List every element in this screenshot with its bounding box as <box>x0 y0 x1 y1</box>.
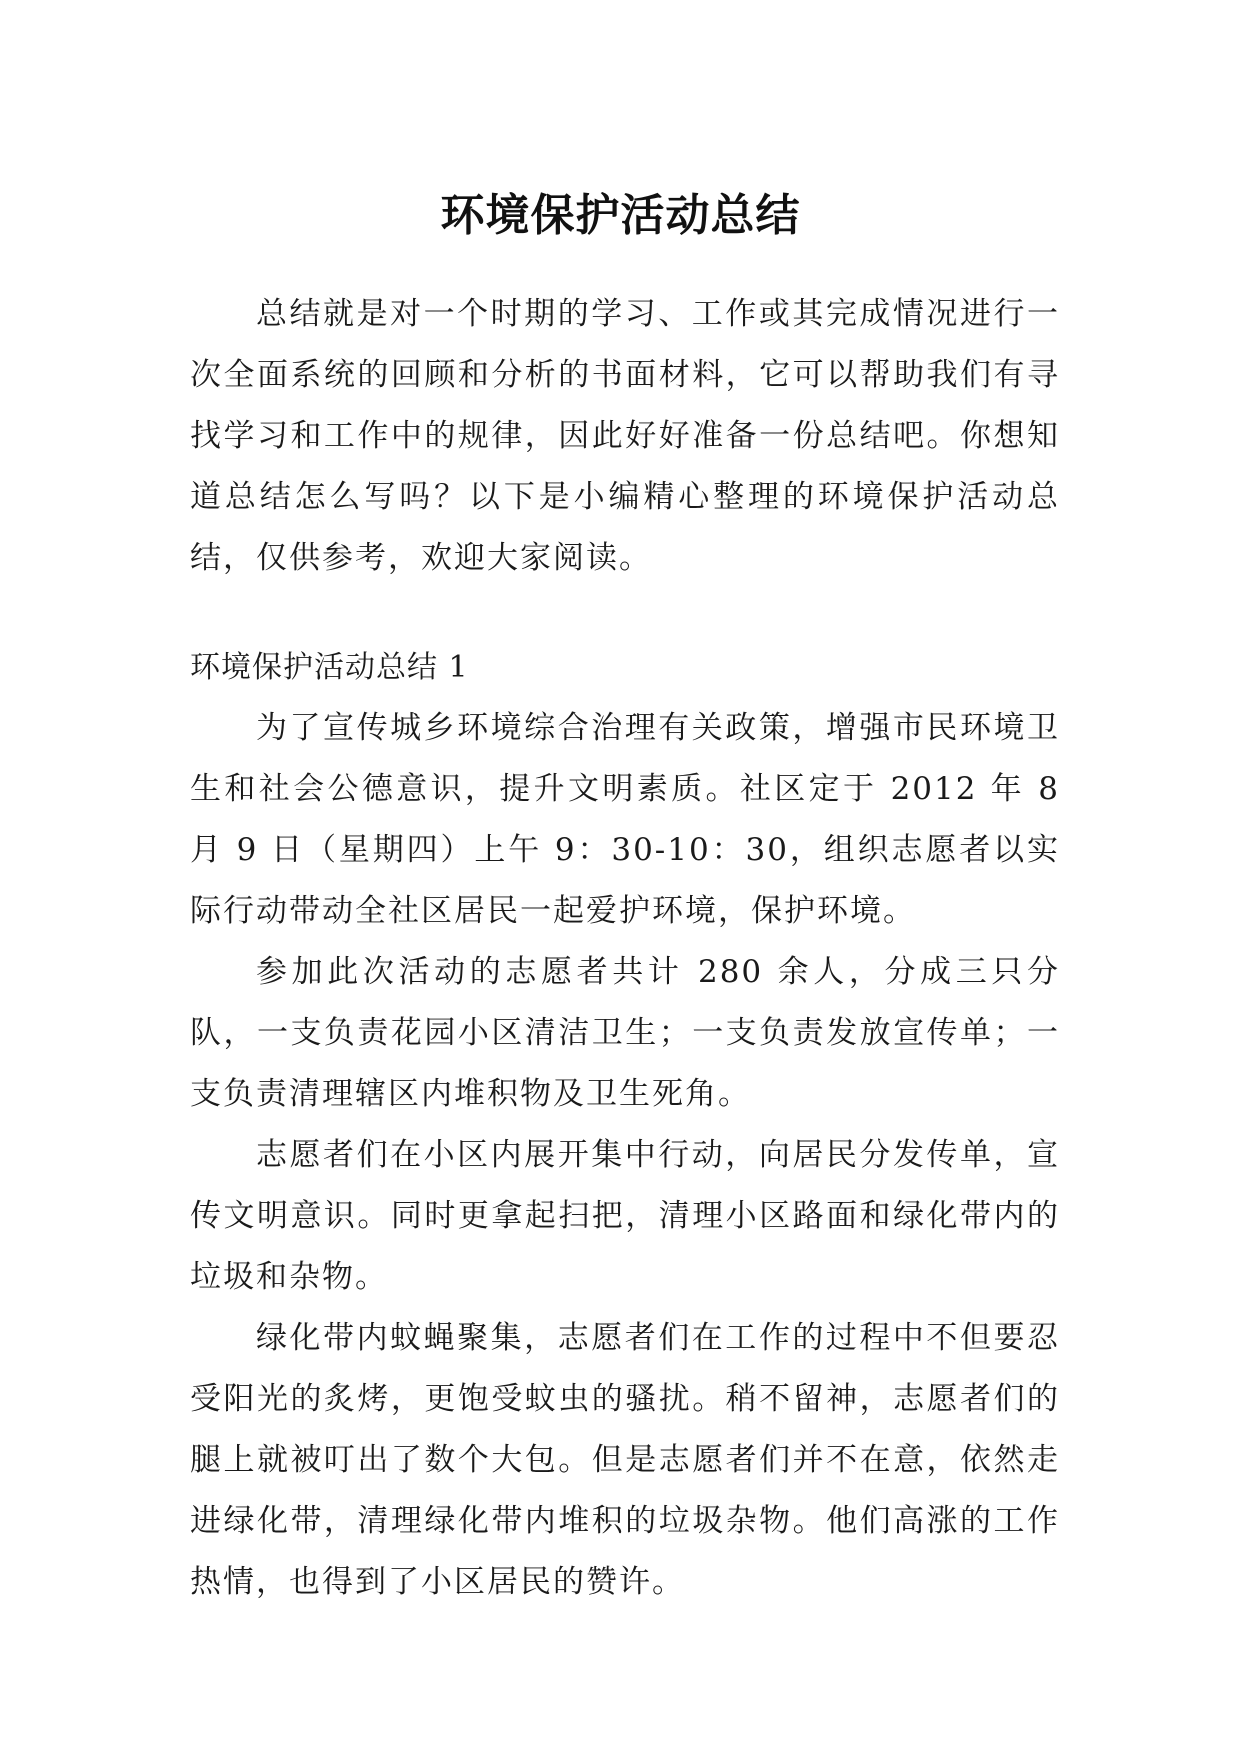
body-paragraph-1: 为了宣传城乡环境综合治理有关政策，增强市民环境卫生和社会公德意识，提升文明素质。社区定于 2012 年 8 月 9 日（星期四）上午 9：30-10：30，组织志愿者以实际行动带动全社区居民一起爱护环境，保护环境。 <box>190 710 1060 929</box>
body-paragraph-2: 参加此次活动的志愿者共计 280 余人，分成三只分队，一支负责花园小区清洁卫生；一支负责发放宣传单；一支负责清理辖区内堆积物及卫生死角。 <box>190 954 1060 1112</box>
intro-paragraph: 总结就是对一个时期的学习、工作或其完成情况进行一次全面系统的回顾和分析的书面材料，它可以帮助我们有寻找学习和工作中的规律，因此好好准备一份总结吧。你想知道总结怎么写吗？以下是小编精心整理的环境保护活动总结，仅供参考，欢迎大家阅读。 <box>190 296 1060 576</box>
document-title: 环境保护活动总结 <box>440 190 801 242</box>
body-paragraph-4: 绿化带内蚊蝇聚集，志愿者们在工作的过程中不但要忍受阳光的炙烤，更饱受蚊虫的骚扰。稍不留神，志愿者们的腿上就被叮出了数个大包。但是志愿者们并不在意，依然走进绿化带，清理绿化带内堆积的垃圾杂物。他们高涨的工作热情，也得到了小区居民的赞许。 <box>190 1320 1060 1600</box>
body-paragraph-3: 志愿者们在小区内展开集中行动，向居民分发传单，宣传文明意识。同时更拿起扫把，清理小区路面和绿化带内的垃圾和杂物。 <box>190 1137 1060 1295</box>
document-body <box>190 284 1060 1613</box>
section-heading: 环境保护活动总结 1 <box>190 650 469 685</box>
